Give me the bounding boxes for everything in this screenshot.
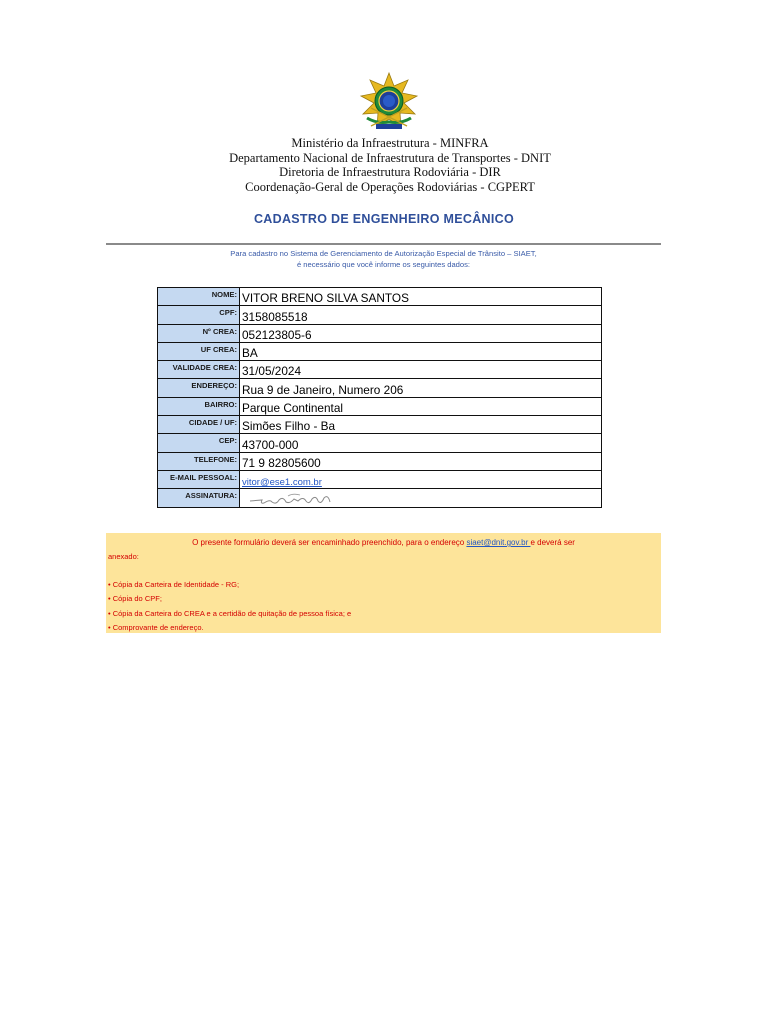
crea-state-field[interactable]: BA (240, 342, 602, 360)
header-line-department: Departamento Nacional de Infraestrutura de Transportes - DNIT (229, 150, 551, 165)
phone-label: TELEFONE: (158, 452, 240, 470)
notice-line-2: anexado: (108, 552, 139, 561)
form-row-city-state (158, 416, 602, 434)
email-field (240, 470, 602, 488)
form-row-signature (158, 489, 602, 507)
title-divider (106, 243, 661, 245)
email-link[interactable]: vitor@ese1.com.br (242, 477, 322, 489)
neighborhood-field[interactable]: Parque Continental (240, 397, 602, 415)
attachments-list (108, 580, 351, 637)
submission-notice (106, 533, 661, 633)
signature-label: ASSINATURA: (158, 489, 240, 507)
form-row-email (158, 470, 602, 488)
cpf-field[interactable]: 3158085518 (240, 306, 602, 324)
registration-form (157, 287, 602, 508)
crea-validity-label: VALIDADE CREA: (158, 361, 240, 379)
notice-text-before: O presente formulário deverá ser encaminhado preenchido, para o endereço (192, 538, 467, 547)
header-line-ministry: Ministério da Infraestrutura - MINFRA (291, 136, 489, 150)
page-title: CADASTRO DE ENGENHEIRO MECÂNICO (253, 212, 514, 226)
intro-line-2: é necessário que você informe os seguintes dados: (296, 260, 471, 269)
crea-state-label: UF CREA: (158, 342, 240, 360)
form-row-crea-validity (158, 361, 602, 379)
zip-field[interactable]: 43700-000 (240, 434, 602, 452)
phone-field[interactable]: 71 9 82805600 (240, 452, 602, 470)
handwritten-signature (248, 492, 338, 507)
attachment-item-rg: • Cópia da Carteira de Identidade - RG; (108, 580, 240, 589)
attachment-item-address-proof: • Comprovante de endereço. (108, 622, 204, 632)
notice-email-link[interactable]: siaet@dnit.gov.br (466, 538, 531, 547)
notice-line-1 (106, 538, 661, 547)
zip-label: CEP: (158, 434, 240, 452)
form-row-crea-state (158, 342, 602, 360)
city-state-label: CIDADE / UF: (158, 416, 240, 434)
notice-text-after: e deverá ser (530, 538, 575, 547)
form-row-neighborhood (158, 397, 602, 415)
brazil-coat-of-arms-emblem (357, 72, 421, 134)
form-row-phone (158, 452, 602, 470)
form-row-name (158, 288, 602, 306)
form-row-crea-number (158, 324, 602, 342)
cpf-label: CPF: (158, 306, 240, 324)
attachment-item-cpf: • Cópia do CPF; (108, 594, 162, 604)
address-label: ENDEREÇO: (158, 379, 240, 397)
ministry-header (150, 136, 630, 194)
crea-validity-field[interactable]: 31/05/2024 (240, 361, 602, 379)
email-label: E-MAIL PESSOAL: (158, 470, 240, 488)
city-state-field[interactable]: Simões Filho - Ba (240, 416, 602, 434)
header-line-directorate: Diretoria de Infraestrutura Rodoviária - DIR (279, 165, 501, 180)
signature-field[interactable] (240, 489, 602, 507)
intro-text (106, 248, 661, 270)
intro-line-1: Para cadastro no Sistema de Gerenciamento de Autorização Especial de Trânsito – SIAET, (230, 249, 537, 258)
neighborhood-label: BAIRRO: (158, 397, 240, 415)
address-field[interactable]: Rua 9 de Janeiro, Numero 206 (240, 379, 602, 397)
attachment-item-crea: • Cópia da Carteira do CREA e a certidão de quitação de pessoa física; e (108, 608, 352, 618)
form-row-zip (158, 434, 602, 452)
form-row-address (158, 379, 602, 397)
header-line-coordination: Coordenação-Geral de Operações Rodoviárias - CGPERT (245, 179, 535, 194)
name-label: NOME: (158, 288, 240, 306)
crea-number-field[interactable]: 052123805-6 (240, 324, 602, 342)
name-field[interactable]: VITOR BRENO SILVA SANTOS (240, 288, 602, 306)
crea-number-label: Nº CREA: (158, 324, 240, 342)
form-row-cpf (158, 306, 602, 324)
